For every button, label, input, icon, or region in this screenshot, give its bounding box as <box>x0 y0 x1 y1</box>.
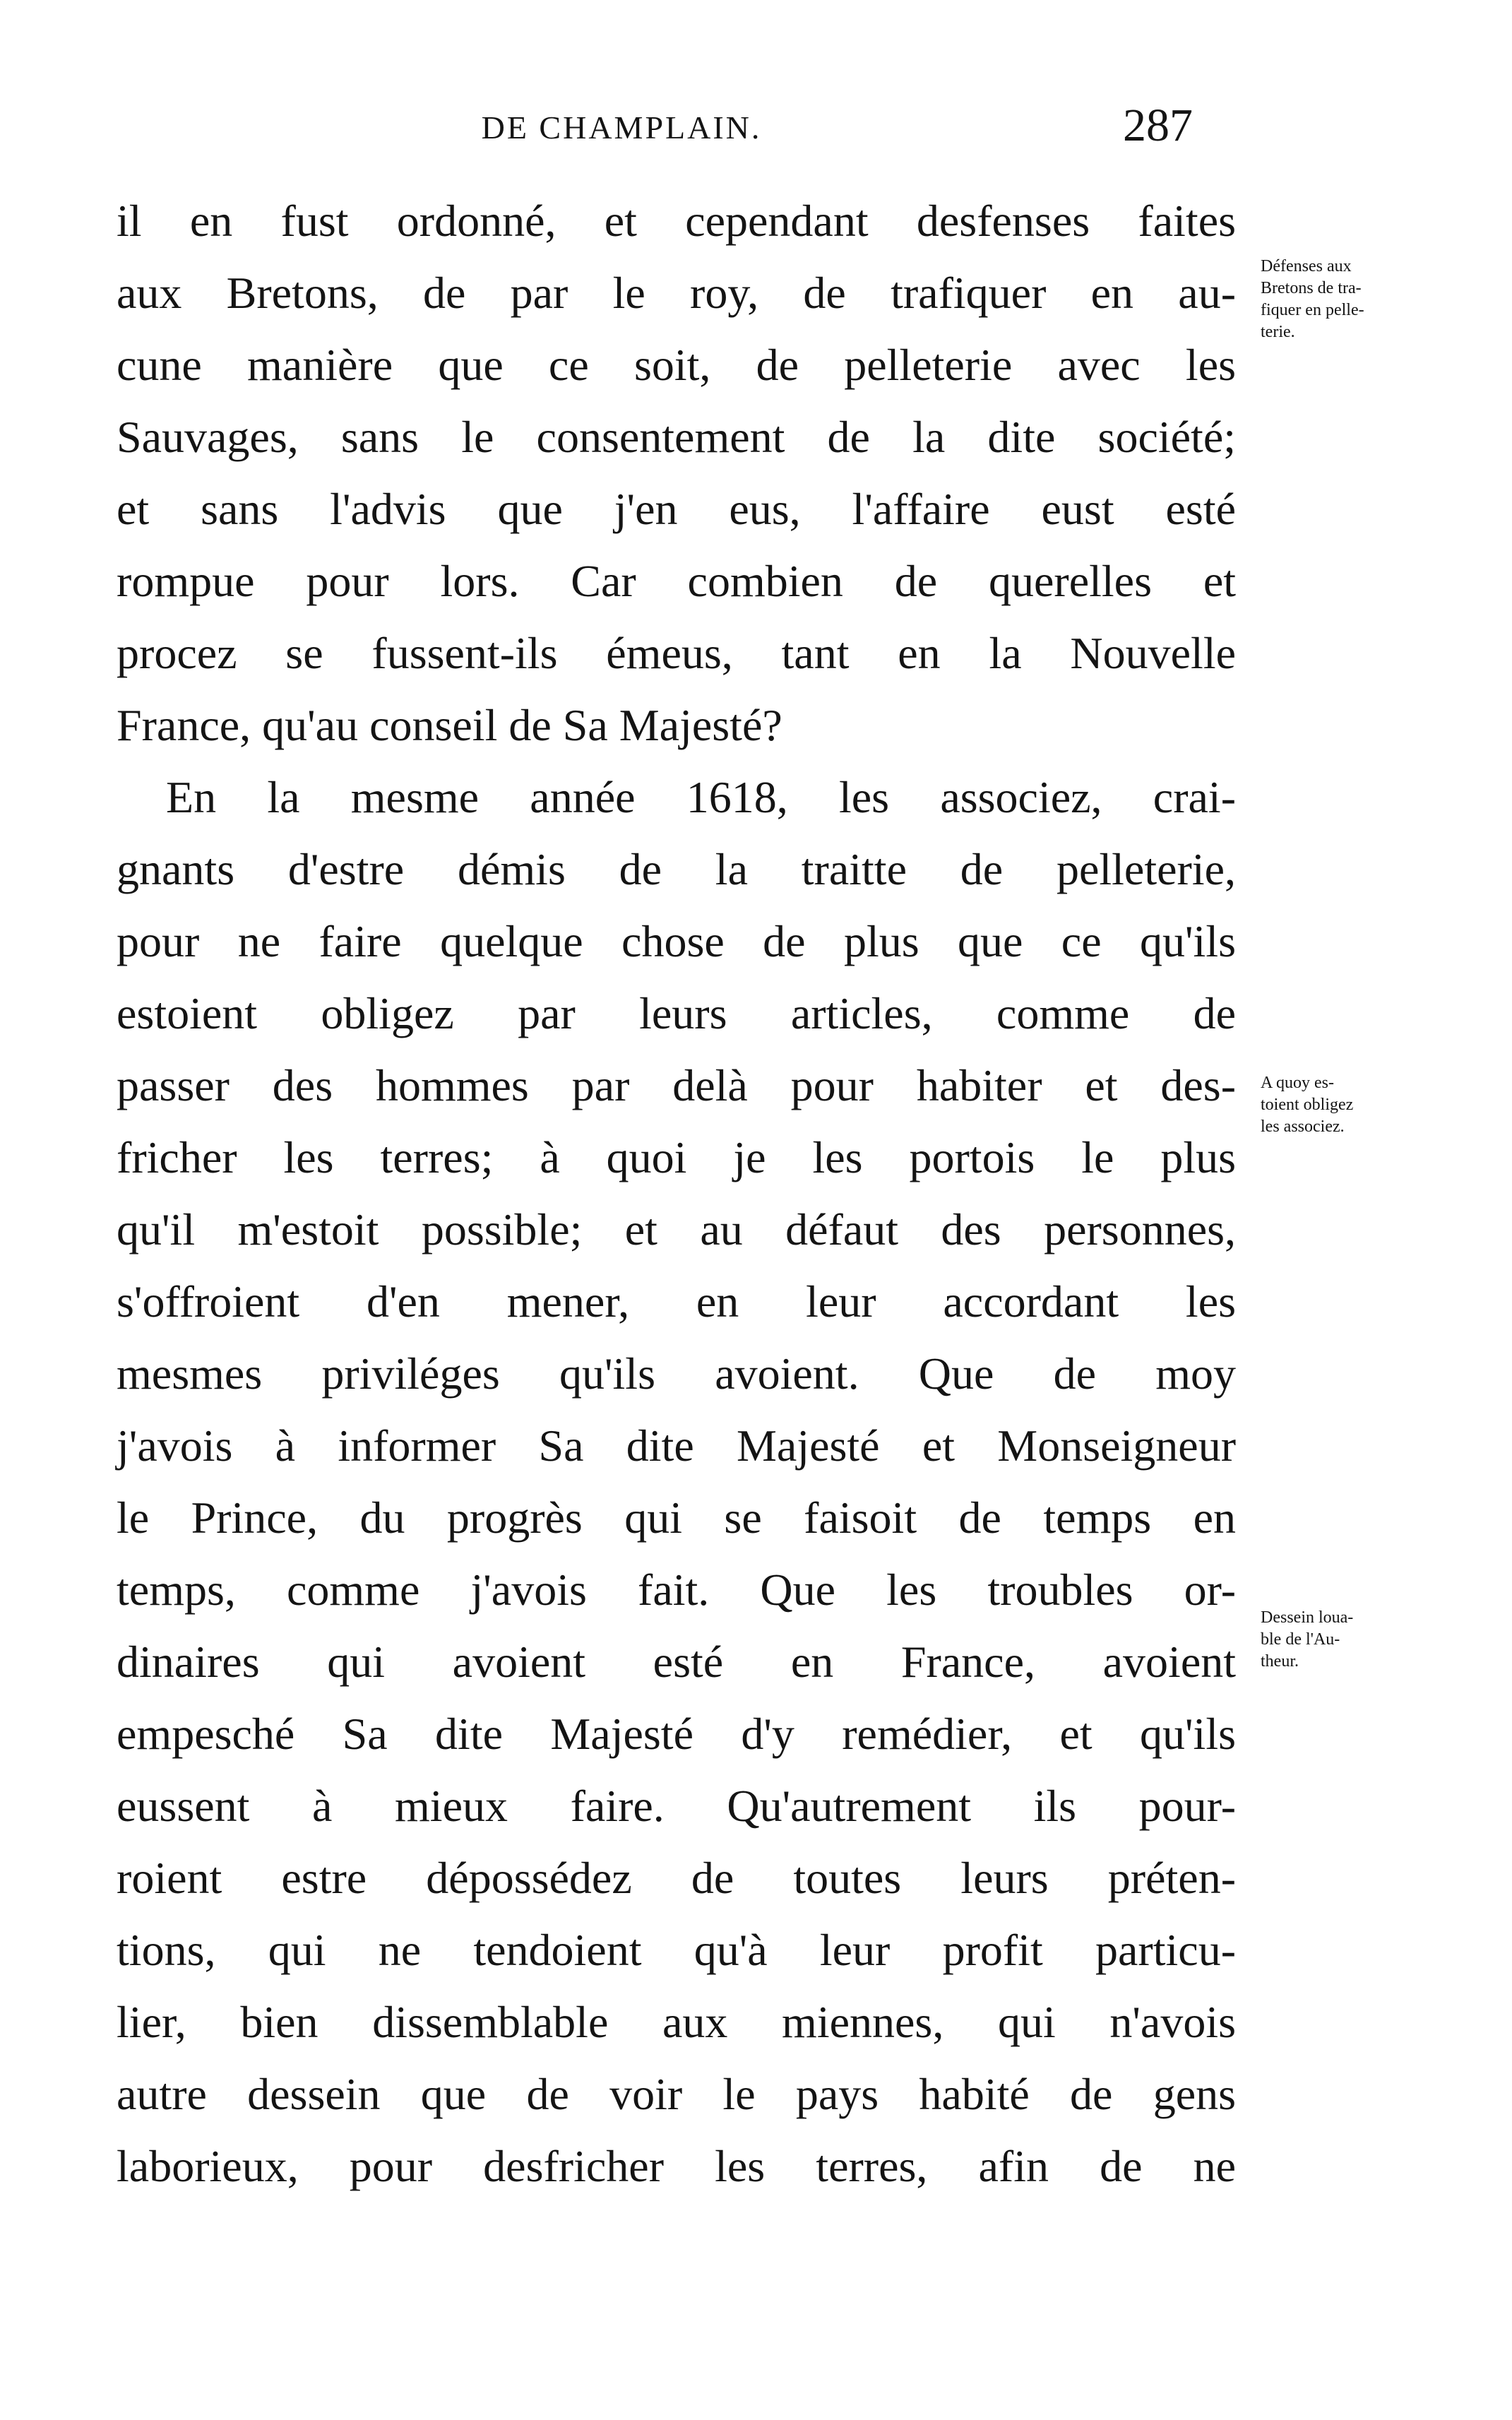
margin-note <box>1261 1072 1430 1138</box>
text-line: lier, bien dissemblable aux miennes, qui n'avois <box>117 1997 1236 2047</box>
text-line: cune manière que ce soit, de pelleterie avec les <box>117 340 1236 390</box>
text-line: qu'il m'estoit possible; et au défaut des personnes, <box>117 1204 1236 1255</box>
text-line: roient estre dépossédez de toutes leurs préten- <box>117 1853 1236 1903</box>
text-line: et sans l'advis que j'en eus, l'affaire eust esté <box>117 484 1236 534</box>
margin-note-line: ble de l'Au- <box>1261 1630 1340 1649</box>
page-number: 287 <box>1123 100 1193 151</box>
text-line: passer des hommes par delà pour habiter et des- <box>117 1060 1236 1110</box>
text-line: il en fust ordonné, et cependant desfenses faites <box>117 196 1236 246</box>
text-line: empesché Sa dite Majesté d'y remédier, et qu'ils <box>117 1709 1236 1759</box>
text-line: autre dessein que de voir le pays habité de gens <box>117 2069 1236 2119</box>
margin-note-line: Dessein loua- <box>1261 1608 1354 1627</box>
text-line: s'offroient d'en mener, en leur accordant les <box>117 1276 1236 1327</box>
text-line: mesmes priviléges qu'ils avoient. Que de moy <box>117 1348 1236 1399</box>
page-header <box>0 99 1243 155</box>
margin-note <box>1261 256 1430 343</box>
text-line: Sauvages, sans le consentement de la dite société; <box>117 412 1236 462</box>
text-line: procez se fussent-ils émeus, tant en la Nouvelle <box>117 628 1236 678</box>
main-text <box>117 185 1236 2202</box>
margin-note-line: toient obligez <box>1261 1096 1354 1114</box>
text-line: dinaires qui avoient esté en France, avoient <box>117 1637 1236 1687</box>
text-line: laborieux, pour desfricher les terres, afin de ne <box>117 2141 1236 2191</box>
text-line: En la mesme année 1618, les associez, crai- <box>166 772 1236 822</box>
text-line: j'avois à informer Sa dite Majesté et Monseigneur <box>117 1420 1236 1471</box>
paragraph <box>117 761 1236 2202</box>
text-line: fricher les terres; à quoi je les portois le plus <box>117 1132 1236 1182</box>
text-line: tions, qui ne tendoient qu'à leur profit particu- <box>117 1925 1236 1975</box>
text-line: rompue pour lors. Car combien de querelles et <box>117 556 1236 606</box>
text-line: temps, comme j'avois fait. Que les troubles or- <box>117 1565 1236 1615</box>
margin-note-line: A quoy es- <box>1261 1074 1334 1092</box>
text-line: France, qu'au conseil de Sa Majesté? <box>117 700 782 750</box>
margin-note-line: terie. <box>1261 323 1295 341</box>
paragraph <box>117 185 1236 761</box>
margin-note-line: fiquer en pelle- <box>1261 301 1364 319</box>
margin-note-line: Bretons de tra- <box>1261 279 1362 297</box>
text-line: gnants d'estre démis de la traitte de pelleterie, <box>117 844 1236 894</box>
margin-note-line: les associez. <box>1261 1117 1345 1136</box>
margin-note-line: Défenses aux <box>1261 257 1352 275</box>
text-line: pour ne faire quelque chose de plus que ce qu'ils <box>117 916 1236 966</box>
text-line: eussent à mieux faire. Qu'autrement ils pour- <box>117 1781 1236 1831</box>
margin-note <box>1261 1607 1430 1673</box>
margin-note-line: theur. <box>1261 1652 1299 1671</box>
running-title: DE CHAMPLAIN. <box>481 109 762 146</box>
text-line: le Prince, du progrès qui se faisoit de temps en <box>117 1493 1236 1543</box>
text-line: aux Bretons, de par le roy, de trafiquer en au- <box>117 268 1236 318</box>
text-line: estoient obligez par leurs articles, comme de <box>117 988 1236 1038</box>
